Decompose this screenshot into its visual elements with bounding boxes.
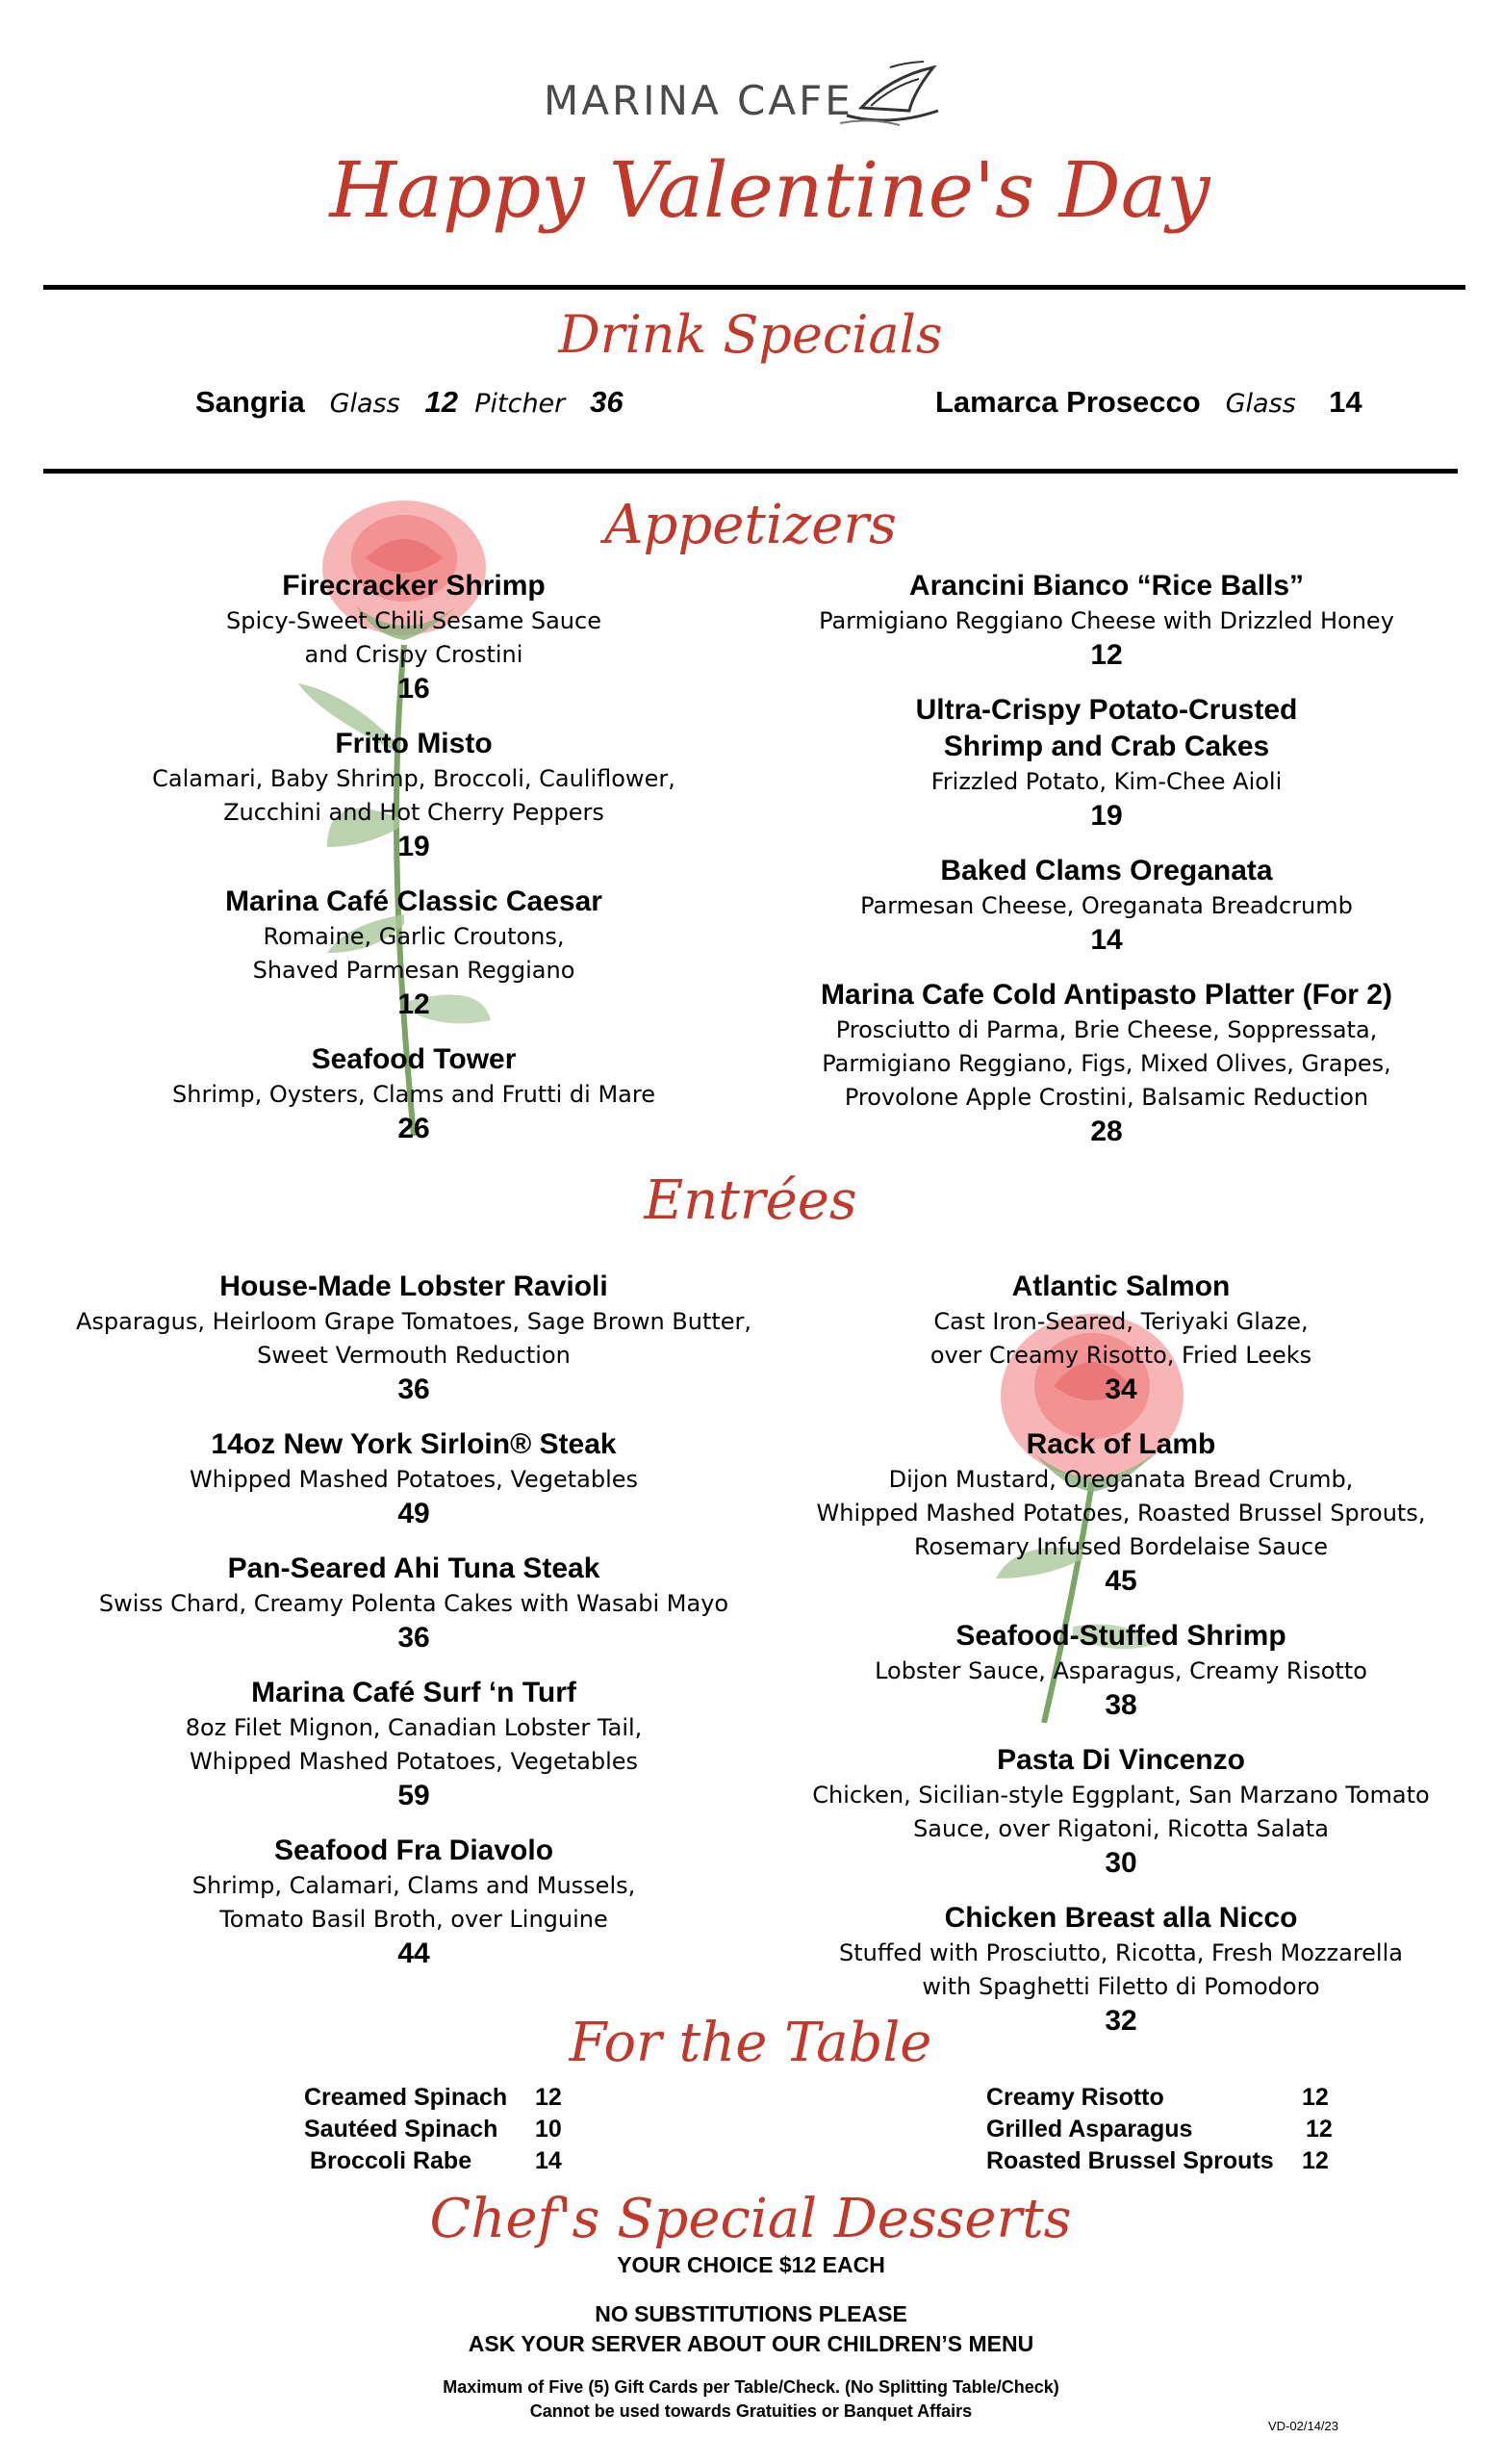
menu-item — [784, 1426, 1458, 1599]
side-name: Creamed Spinach — [304, 2084, 508, 2111]
item-desc: Spicy-Sweet Chili Sesame Sauce — [226, 607, 601, 634]
menu-item — [96, 1041, 731, 1146]
menu-item — [770, 692, 1443, 834]
appetizers-right-column — [770, 568, 1443, 1168]
menu-item — [96, 884, 731, 1022]
side-price: 14 — [535, 2147, 562, 2174]
item-price: 14 — [1090, 924, 1123, 956]
item-name: Rack of Lamb — [1026, 1428, 1216, 1460]
menu-item — [96, 726, 731, 864]
item-desc: Calamari, Baby Shrimp, Broccoli, Cauliflower, — [152, 765, 675, 792]
divider-top — [43, 285, 1465, 290]
drink-glass-price: 14 — [1329, 385, 1362, 419]
item-price: 38 — [1105, 1689, 1137, 1721]
item-desc: Parmigiano Reggiano Cheese with Drizzled Honey — [819, 607, 1394, 634]
drink-prosecco — [935, 383, 1362, 424]
side-item — [304, 2145, 562, 2177]
item-desc: Swiss Chard, Creamy Polenta Cakes with Wasabi Mayo — [98, 1590, 729, 1617]
for-the-table-heading: For the Table — [569, 2012, 932, 2074]
item-name: Fritto Misto — [335, 728, 493, 759]
entrees-right-column — [784, 1269, 1458, 2058]
menu-item — [58, 1675, 770, 1813]
item-desc: Whipped Mashed Potatoes, Vegetables — [189, 1466, 639, 1493]
item-name: Baked Clams Oreganata — [940, 855, 1273, 886]
side-item — [986, 2114, 1333, 2145]
item-name: Seafood-Stuffed Shrimp — [955, 1620, 1286, 1652]
item-desc: Shrimp, Calamari, Clams and Mussels, — [191, 1872, 636, 1899]
item-price: 59 — [397, 1780, 430, 1811]
side-price: 12 — [1302, 2084, 1329, 2111]
item-name: 14oz New York Sirloin® Steak — [211, 1428, 617, 1460]
item-name: Ultra-Crispy Potato-Crusted — [915, 694, 1298, 726]
item-desc: Cast Iron-Seared, Teriyaki Glaze, — [933, 1308, 1309, 1335]
item-desc: with Spaghetti Filetto di Pomodoro — [922, 1973, 1320, 2000]
menu-item — [96, 568, 731, 706]
desserts-heading: Chef's Special Desserts — [429, 2188, 1072, 2250]
drink-pitcher-label: Pitcher — [474, 389, 566, 419]
menu-item — [784, 1269, 1458, 1407]
footer-code: VD-02/14/23 — [1268, 2419, 1338, 2433]
menu-item — [58, 1833, 770, 1971]
item-desc: Rosemary Infused Bordelaise Sauce — [913, 1533, 1329, 1560]
item-name: Atlantic Salmon — [1011, 1270, 1231, 1302]
entrees-left-column — [58, 1269, 770, 1990]
appetizers-heading: Appetizers — [604, 494, 897, 556]
item-name: Marina Cafe Cold Antipasto Platter (For 2) — [821, 979, 1392, 1011]
item-desc: Lobster Sauce, Asparagus, Creamy Risotto — [875, 1657, 1367, 1684]
item-price: 19 — [1090, 800, 1123, 832]
item-desc: Tomato Basil Broth, over Linguine — [219, 1906, 608, 1933]
side-name: Roasted Brussel Sprouts — [986, 2147, 1274, 2174]
appetizers-left-column — [96, 568, 731, 1166]
item-desc: Whipped Mashed Potatoes, Vegetables — [189, 1748, 639, 1775]
item-price: 49 — [397, 1498, 430, 1529]
side-item — [986, 2145, 1333, 2177]
menu-item — [770, 568, 1443, 673]
item-price: 36 — [397, 1373, 430, 1405]
sides-left — [304, 2082, 562, 2177]
sailboat-icon — [832, 58, 948, 135]
side-item — [986, 2082, 1333, 2114]
item-price: 26 — [397, 1113, 430, 1144]
item-price: 34 — [1105, 1373, 1137, 1405]
item-desc: Asparagus, Heirloom Grape Tomatoes, Sage Brown Butter, — [75, 1308, 752, 1335]
item-desc: Frizzled Potato, Kim-Chee Aioli — [930, 768, 1283, 795]
item-name: Firecracker Shrimp — [282, 570, 546, 602]
side-item — [304, 2114, 562, 2145]
item-desc: Stuffed with Prosciutto, Ricotta, Fresh Mozzarella — [839, 1939, 1403, 1966]
drink-name: Sangria — [195, 385, 305, 419]
menu-item — [770, 853, 1443, 958]
item-name-line2: Shrimp and Crab Cakes — [943, 731, 1270, 762]
side-name: Grilled Asparagus — [986, 2116, 1193, 2143]
item-desc: over Creamy Risotto, Fried Leeks — [929, 1342, 1312, 1369]
footer-childrens-menu: ASK YOUR SERVER ABOUT OUR CHILDREN’S MENU — [468, 2331, 1034, 2356]
menu-item — [784, 1618, 1458, 1723]
side-name: Broccoli Rabe — [310, 2147, 472, 2174]
item-desc: Parmigiano Reggiano, Figs, Mixed Olives, Grapes, — [822, 1050, 1391, 1077]
item-name: House-Made Lobster Ravioli — [219, 1270, 608, 1302]
sides-right — [986, 2082, 1333, 2177]
divider-bottom — [43, 469, 1458, 474]
item-desc: Provolone Apple Crostini, Balsamic Reduction — [844, 1084, 1369, 1111]
item-desc: Romaine, Garlic Croutons, — [263, 923, 565, 950]
drink-pitcher-price: 36 — [590, 385, 624, 419]
drinks-heading: Drink Specials — [558, 304, 943, 365]
item-price: 45 — [1105, 1565, 1137, 1597]
side-name: Creamy Risotto — [986, 2084, 1164, 2111]
item-desc: Prosciutto di Parma, Brie Cheese, Soppressata, — [835, 1016, 1378, 1043]
item-name: Marina Café Surf ‘n Turf — [251, 1677, 576, 1708]
item-desc: Shrimp, Oysters, Clams and Frutti di Mare — [172, 1081, 655, 1108]
drink-glass-label: Glass — [329, 389, 400, 419]
drink-sangria — [195, 383, 624, 424]
item-name: Chicken Breast alla Nicco — [944, 1902, 1298, 1934]
drink-glass-price: 12 — [424, 385, 458, 419]
item-desc: Sauce, over Rigatoni, Ricotta Salata — [913, 1815, 1329, 1842]
desserts-subtitle: YOUR CHOICE $12 EACH — [617, 2252, 885, 2277]
footer-no-substitutions: NO SUBSTITUTIONS PLEASE — [595, 2301, 907, 2326]
item-desc: Whipped Mashed Potatoes, Roasted Brussel Sprouts, — [816, 1500, 1426, 1527]
footer-gratuities: Cannot be used towards Gratuities or Banquet Affairs — [529, 2401, 973, 2421]
menu-item — [58, 1269, 770, 1407]
item-name: Pasta Di Vincenzo — [997, 1744, 1245, 1776]
footer-gift-cards: Maximum of Five (5) Gift Cards per Table/Check. (No Splitting Table/Check) — [443, 2377, 1059, 2397]
item-desc: 8oz Filet Mignon, Canadian Lobster Tail, — [185, 1714, 643, 1741]
page-title: Happy Valentine's Day — [329, 145, 1210, 235]
item-price: 12 — [397, 988, 430, 1020]
item-name: Pan-Seared Ahi Tuna Steak — [227, 1553, 600, 1584]
item-name: Seafood Tower — [311, 1043, 517, 1075]
item-desc: Zucchini and Hot Cherry Peppers — [223, 799, 604, 826]
drink-glass-label: Glass — [1225, 389, 1296, 419]
logo-text: MARINA CAFE — [544, 77, 853, 124]
item-price: 44 — [397, 1938, 430, 1969]
item-name: Seafood Fra Diavolo — [273, 1835, 554, 1866]
item-desc: Dijon Mustard, Oreganata Bread Crumb, — [888, 1466, 1354, 1493]
menu-item — [58, 1426, 770, 1531]
menu-item — [784, 1742, 1458, 1881]
menu-item — [58, 1551, 770, 1656]
item-price: 30 — [1105, 1847, 1137, 1879]
item-desc: Parmesan Cheese, Oreganata Breadcrumb — [860, 892, 1353, 919]
side-price: 12 — [1306, 2116, 1333, 2143]
item-name: Arancini Bianco “Rice Balls” — [908, 570, 1305, 602]
item-desc: Chicken, Sicilian-style Eggplant, San Marzano Tomato — [812, 1782, 1430, 1809]
logo — [539, 69, 1039, 137]
side-price: 10 — [535, 2116, 562, 2143]
drink-name: Lamarca Prosecco — [935, 385, 1201, 419]
menu-item — [770, 977, 1443, 1149]
item-desc: Shaved Parmesan Reggiano — [252, 957, 575, 984]
side-price: 12 — [1302, 2147, 1329, 2174]
side-price: 12 — [535, 2084, 562, 2111]
side-item — [304, 2082, 562, 2114]
item-desc: Sweet Vermouth Reduction — [257, 1342, 571, 1369]
item-price: 32 — [1105, 2005, 1137, 2037]
entrees-heading: Entrées — [644, 1169, 857, 1232]
item-price: 28 — [1090, 1116, 1123, 1147]
item-price: 16 — [397, 673, 430, 705]
item-name: Marina Café Classic Caesar — [225, 886, 602, 917]
item-price: 19 — [397, 831, 430, 862]
item-price: 12 — [1090, 639, 1123, 671]
item-price: 36 — [397, 1622, 430, 1654]
item-desc: and Crispy Crostini — [304, 641, 523, 668]
side-name: Sautéed Spinach — [304, 2116, 498, 2143]
